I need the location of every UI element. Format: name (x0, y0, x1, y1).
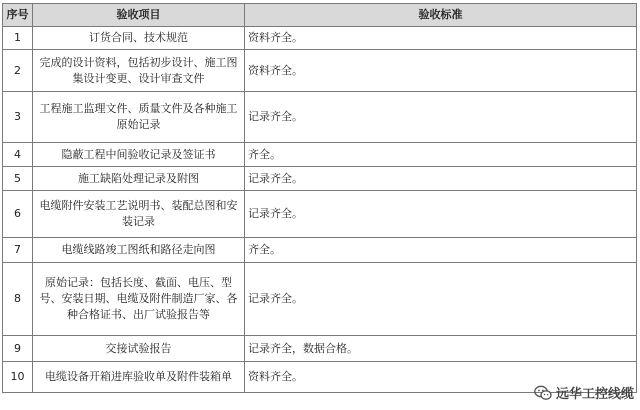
row-index: 6 (3, 191, 33, 238)
row-index: 4 (3, 143, 33, 167)
row-item: 电缆设备开箱进库验收单及附件装箱单 (33, 362, 245, 393)
row-standard: 齐全。 (245, 238, 637, 263)
row-standard: 资料齐全。 (245, 27, 637, 50)
wechat-icon (534, 385, 552, 401)
row-standard: 记录齐全。 (245, 191, 637, 238)
row-item: 订货合同、技术规范 (33, 27, 245, 50)
row-standard: 齐全。 (245, 143, 637, 167)
table-row (3, 191, 637, 238)
row-index: 7 (3, 238, 33, 263)
header-item: 验收项目 (33, 4, 245, 27)
row-index: 3 (3, 92, 33, 143)
row-item: 电缆附件安装工艺说明书、装配总图和安装记录 (33, 191, 245, 238)
row-standard: 记录齐全。 (245, 92, 637, 143)
watermark-text: 远华工控线缆 (555, 387, 634, 402)
acceptance-table-container (2, 3, 636, 393)
row-index: 9 (3, 336, 33, 362)
row-standard: 资料齐全。 (245, 362, 637, 393)
table-row (3, 336, 637, 362)
table-row (3, 27, 637, 50)
row-item: 电缆线路竣工图纸和路径走向图 (33, 238, 245, 263)
row-standard: 记录齐全，数据合格。 (245, 336, 637, 362)
watermark (534, 383, 634, 402)
row-index: 10 (3, 362, 33, 393)
row-index: 5 (3, 167, 33, 191)
row-index: 8 (3, 263, 33, 336)
header-standard: 验收标准 (245, 4, 637, 27)
table-row (3, 167, 637, 191)
table-row (3, 143, 637, 167)
table-header-row (3, 4, 637, 27)
row-standard: 记录齐全。 (245, 263, 637, 336)
row-item: 交接试验报告 (33, 336, 245, 362)
row-item: 完成的设计资料，包括初步设计、施工图集设计变更、设计审查文件 (33, 50, 245, 92)
row-item: 原始记录：包括长度、截面、电压、型号、安装日期、电缆及附件制造厂家、各种合格证书、出厂试验报告等 (33, 263, 245, 336)
row-index: 1 (3, 27, 33, 50)
table-row (3, 92, 637, 143)
row-standard: 资料齐全。 (245, 50, 637, 92)
row-index: 2 (3, 50, 33, 92)
header-index: 序号 (3, 4, 33, 27)
row-item: 工程施工监理文件、质量文件及各种施工原始记录 (33, 92, 245, 143)
row-standard: 记录齐全。 (245, 167, 637, 191)
table-row (3, 50, 637, 92)
acceptance-table (2, 3, 637, 393)
row-item: 施工缺陷处理记录及附图 (33, 167, 245, 191)
row-item: 隐蔽工程中间验收记录及签证书 (33, 143, 245, 167)
table-row (3, 238, 637, 263)
table-row (3, 263, 637, 336)
